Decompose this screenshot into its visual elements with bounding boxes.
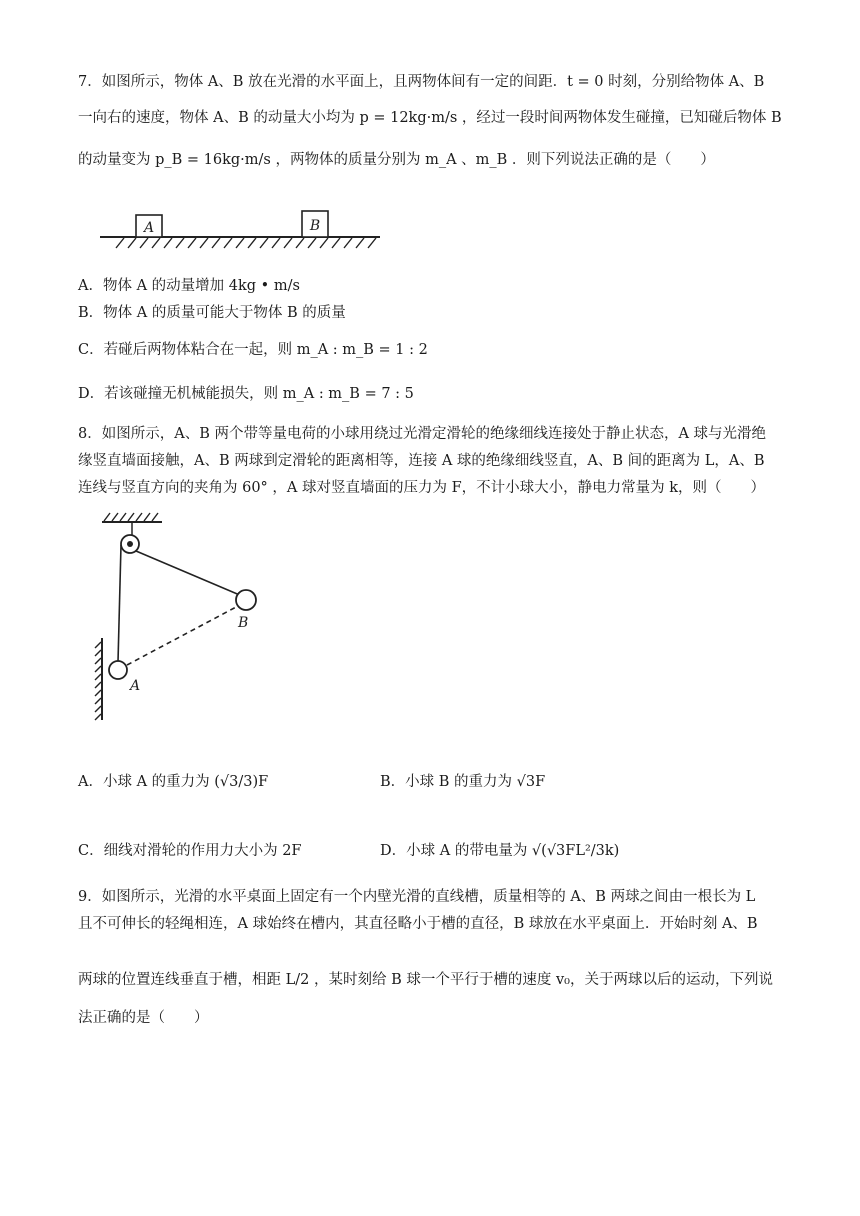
q8-ceiling-hatching	[104, 513, 158, 521]
q7-option-d[interactable]: D．若该碰撞无机械能损失，则 m_A : m_B = 7 : 5	[78, 386, 414, 402]
q9-text-line-2: 且不可伸长的轻绳相连，A 球始终在槽内，其直径略小于槽的直径，B 球放在水平桌面上．开始时刻 A、B	[78, 916, 758, 932]
q7-text-line-2: 一向右的速度，物体 A、B 的动量大小均为 p = 12kg·m/s ，经过一段时间两物体发生碰撞，已知碰后物体 B	[78, 110, 782, 126]
q8-ball-a-label: A	[130, 678, 141, 694]
q8-option-a[interactable]: A．小球 A 的重力为 (√3/3)F	[78, 774, 269, 790]
q7-text-line-1: 7．如图所示，物体 A、B 放在光滑的水平面上，且两物体间有一定的间距．t = 0 时刻，分别给物体 A、B	[78, 74, 765, 90]
q7-block-b-label: B	[309, 218, 321, 234]
q8-dashed-ab-line	[127, 606, 238, 665]
q8-ball-b-label: B	[238, 615, 249, 631]
q9-text-line-4: 法正确的是（ ）	[78, 1010, 209, 1026]
q8-text-line-3: 连线与竖直方向的夹角为 60° ，A 球对竖直墙面的压力为 F，不计小球大小，静电力常量为 k，则（ ）	[78, 480, 766, 496]
q7-option-c[interactable]: C．若碰后两物体粘合在一起，则 m_A : m_B = 1 : 2	[78, 342, 428, 358]
q8-option-c[interactable]: C．细线对滑轮的作用力大小为 2F	[78, 843, 302, 859]
q8-text-line-2: 缘竖直墙面接触，A、B 两球到定滑轮的距离相等，连接 A 球的绝缘细线竖直，A、B 间的距离为 L，A、B	[78, 453, 765, 469]
q8-wall-hatching	[95, 642, 101, 720]
q8-thread-to-a	[118, 545, 121, 662]
q8-option-b[interactable]: B．小球 B 的重力为 √3F	[380, 774, 546, 790]
q9-text-line-3: 两球的位置连线垂直于槽，相距 L/2 ，某时刻给 B 球一个平行于槽的速度 v₀，关于两球以后的运动，下列说	[78, 972, 773, 988]
q8-pulley-axle	[127, 541, 133, 547]
q8-ball-a	[109, 661, 127, 679]
q8-option-d[interactable]: D．小球 A 的带电量为 √(√3FL²/3k)	[380, 843, 620, 859]
q8-figure-pulley-charged-balls	[94, 510, 274, 725]
q7-ground-hatching	[116, 238, 376, 248]
q9-text-line-1: 9．如图所示，光滑的水平桌面上固定有一个内壁光滑的直线槽，质量相等的 A、B 两球之间由一根长为 L	[78, 889, 756, 905]
q8-thread-to-b	[136, 551, 242, 596]
q7-figure-blocks-on-surface	[96, 205, 386, 255]
q8-ball-b	[236, 590, 256, 610]
q7-text-line-3: 的动量变为 p_B = 16kg·m/s ，两物体的质量分别为 m_A 、m_B ．则下列说法正确的是（ ）	[78, 152, 715, 168]
q7-option-b[interactable]: B．物体 A 的质量可能大于物体 B 的质量	[78, 305, 346, 321]
q7-block-a-label: A	[143, 220, 155, 236]
q7-option-a[interactable]: A．物体 A 的动量增加 4kg • m/s	[78, 278, 300, 294]
q8-text-line-1: 8．如图所示，A、B 两个带等量电荷的小球用绕过光滑定滑轮的绝缘细线连接处于静止状态，A 球与光滑绝	[78, 426, 767, 442]
